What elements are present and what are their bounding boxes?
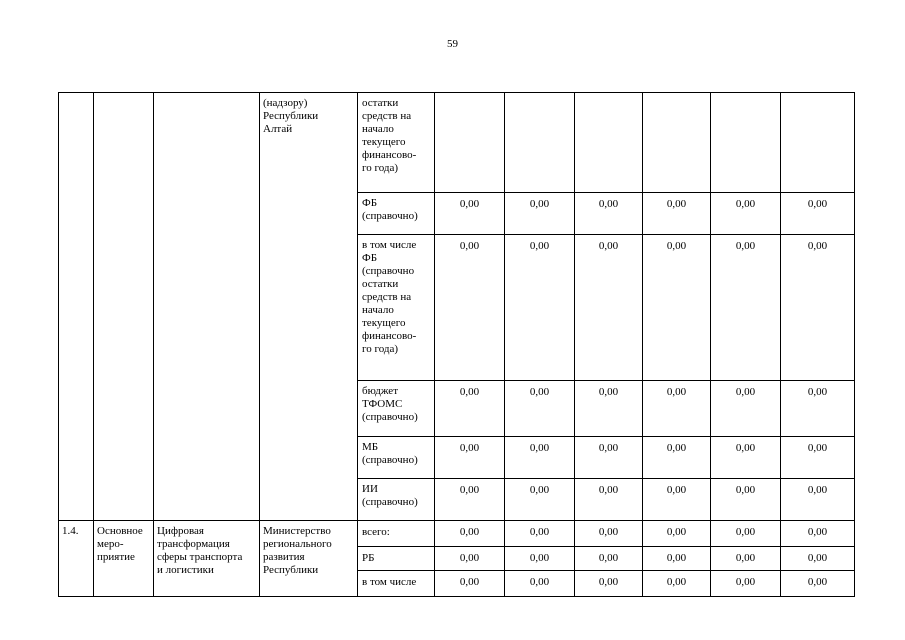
- text-line: финансово-: [362, 330, 417, 342]
- value-cell: [711, 93, 781, 193]
- funding-source-cell: [358, 235, 435, 381]
- value-cell: 0,00: [575, 381, 643, 437]
- value-cell: 0,00: [435, 437, 505, 479]
- value-cell: 0,00: [575, 571, 643, 597]
- name-cell: [154, 521, 260, 597]
- value-cell: 0,00: [643, 381, 711, 437]
- value-cell: 0,00: [643, 437, 711, 479]
- type-cell: [94, 521, 154, 597]
- value-cell: 0,00: [435, 479, 505, 521]
- text-line: остатки: [362, 97, 399, 109]
- text-line: Министерство: [263, 525, 331, 537]
- funding-source-cell: в том числе: [358, 571, 435, 597]
- executor-cell: [260, 93, 358, 521]
- text-line: начало: [362, 304, 394, 316]
- text-line: (справочно): [362, 496, 418, 508]
- text-line: ФБ: [362, 197, 378, 209]
- value-cell: 0,00: [505, 571, 575, 597]
- value-cell: 0,00: [575, 479, 643, 521]
- number-cell: 1.4.: [59, 521, 94, 597]
- text-line: регионального: [263, 538, 332, 550]
- table-row: [59, 93, 855, 193]
- number-cell: [59, 93, 94, 521]
- text-line: остатки: [362, 278, 399, 290]
- value-cell: 0,00: [643, 193, 711, 235]
- value-cell: 0,00: [781, 381, 855, 437]
- value-cell: 0,00: [505, 193, 575, 235]
- text-line: меро-: [97, 538, 124, 550]
- value-cell: 0,00: [435, 547, 505, 571]
- value-cell: 0,00: [575, 193, 643, 235]
- value-cell: 0,00: [711, 437, 781, 479]
- value-cell: 0,00: [781, 235, 855, 381]
- text-line: Республики: [263, 110, 319, 122]
- text-line: (надзору): [263, 97, 308, 109]
- value-cell: 0,00: [711, 547, 781, 571]
- value-cell: 0,00: [575, 437, 643, 479]
- text-line: ИИ: [362, 483, 378, 495]
- text-line: Цифровая: [157, 525, 204, 537]
- value-cell: [435, 93, 505, 193]
- text-line: ФБ: [362, 252, 378, 264]
- value-cell: [575, 93, 643, 193]
- text-line: Республики: [263, 564, 319, 576]
- text-line: (справочно): [362, 411, 418, 423]
- value-cell: 0,00: [435, 381, 505, 437]
- value-cell: 0,00: [435, 235, 505, 381]
- name-cell: [154, 93, 260, 521]
- text-line: средств на: [362, 110, 412, 122]
- text-line: финансово-: [362, 149, 417, 161]
- text-line: го года): [362, 162, 399, 174]
- value-cell: 0,00: [781, 193, 855, 235]
- text-line: Основное: [97, 525, 143, 537]
- value-cell: 0,00: [575, 235, 643, 381]
- value-cell: 0,00: [781, 547, 855, 571]
- table-row: [59, 521, 855, 547]
- text-line: текущего: [362, 136, 406, 148]
- text-line: трансформация: [157, 538, 230, 550]
- value-cell: [643, 93, 711, 193]
- value-cell: 0,00: [711, 521, 781, 547]
- text-line: и логистики: [157, 564, 214, 576]
- value-cell: 0,00: [643, 235, 711, 381]
- value-cell: 0,00: [643, 547, 711, 571]
- value-cell: 0,00: [435, 571, 505, 597]
- value-cell: 0,00: [643, 571, 711, 597]
- value-cell: 0,00: [435, 521, 505, 547]
- value-cell: [505, 93, 575, 193]
- funding-source-cell: [358, 479, 435, 521]
- value-cell: 0,00: [575, 521, 643, 547]
- value-cell: 0,00: [781, 479, 855, 521]
- funding-source-cell: [358, 93, 435, 193]
- text-line: средств на: [362, 291, 412, 303]
- value-cell: [781, 93, 855, 193]
- value-cell: 0,00: [575, 547, 643, 571]
- funding-source-cell: [358, 381, 435, 437]
- text-line: развития: [263, 551, 305, 563]
- text-line: го года): [362, 343, 399, 355]
- funding-source-cell: РБ: [358, 547, 435, 571]
- funding-source-cell: [358, 437, 435, 479]
- text-line: Алтай: [263, 123, 293, 135]
- text-line: (справочно): [362, 454, 418, 466]
- value-cell: 0,00: [781, 437, 855, 479]
- value-cell: 0,00: [505, 235, 575, 381]
- value-cell: 0,00: [711, 235, 781, 381]
- funding-source-cell: всего:: [358, 521, 435, 547]
- text-line: сферы транспорта: [157, 551, 243, 563]
- text-line: бюджет: [362, 385, 398, 397]
- value-cell: 0,00: [711, 479, 781, 521]
- value-cell: 0,00: [781, 521, 855, 547]
- value-cell: 0,00: [505, 521, 575, 547]
- value-cell: 0,00: [781, 571, 855, 597]
- budget-table: [58, 92, 855, 597]
- value-cell: 0,00: [505, 381, 575, 437]
- text-line: начало: [362, 123, 394, 135]
- value-cell: 0,00: [435, 193, 505, 235]
- text-line: текущего: [362, 317, 406, 329]
- text-line: приятие: [97, 551, 135, 563]
- text-line: ТФОМС: [362, 398, 403, 410]
- value-cell: 0,00: [711, 571, 781, 597]
- funding-source-cell: [358, 193, 435, 235]
- value-cell: 0,00: [505, 479, 575, 521]
- value-cell: 0,00: [505, 437, 575, 479]
- value-cell: 0,00: [643, 521, 711, 547]
- executor-cell: [260, 521, 358, 597]
- text-line: (справочно): [362, 210, 418, 222]
- value-cell: 0,00: [643, 479, 711, 521]
- value-cell: 0,00: [711, 193, 781, 235]
- text-line: (справочно: [362, 265, 415, 277]
- value-cell: 0,00: [505, 547, 575, 571]
- text-line: МБ: [362, 441, 379, 453]
- page-number: 59: [447, 38, 458, 50]
- value-cell: 0,00: [711, 381, 781, 437]
- text-line: в том числе: [362, 239, 417, 251]
- type-cell: [94, 93, 154, 521]
